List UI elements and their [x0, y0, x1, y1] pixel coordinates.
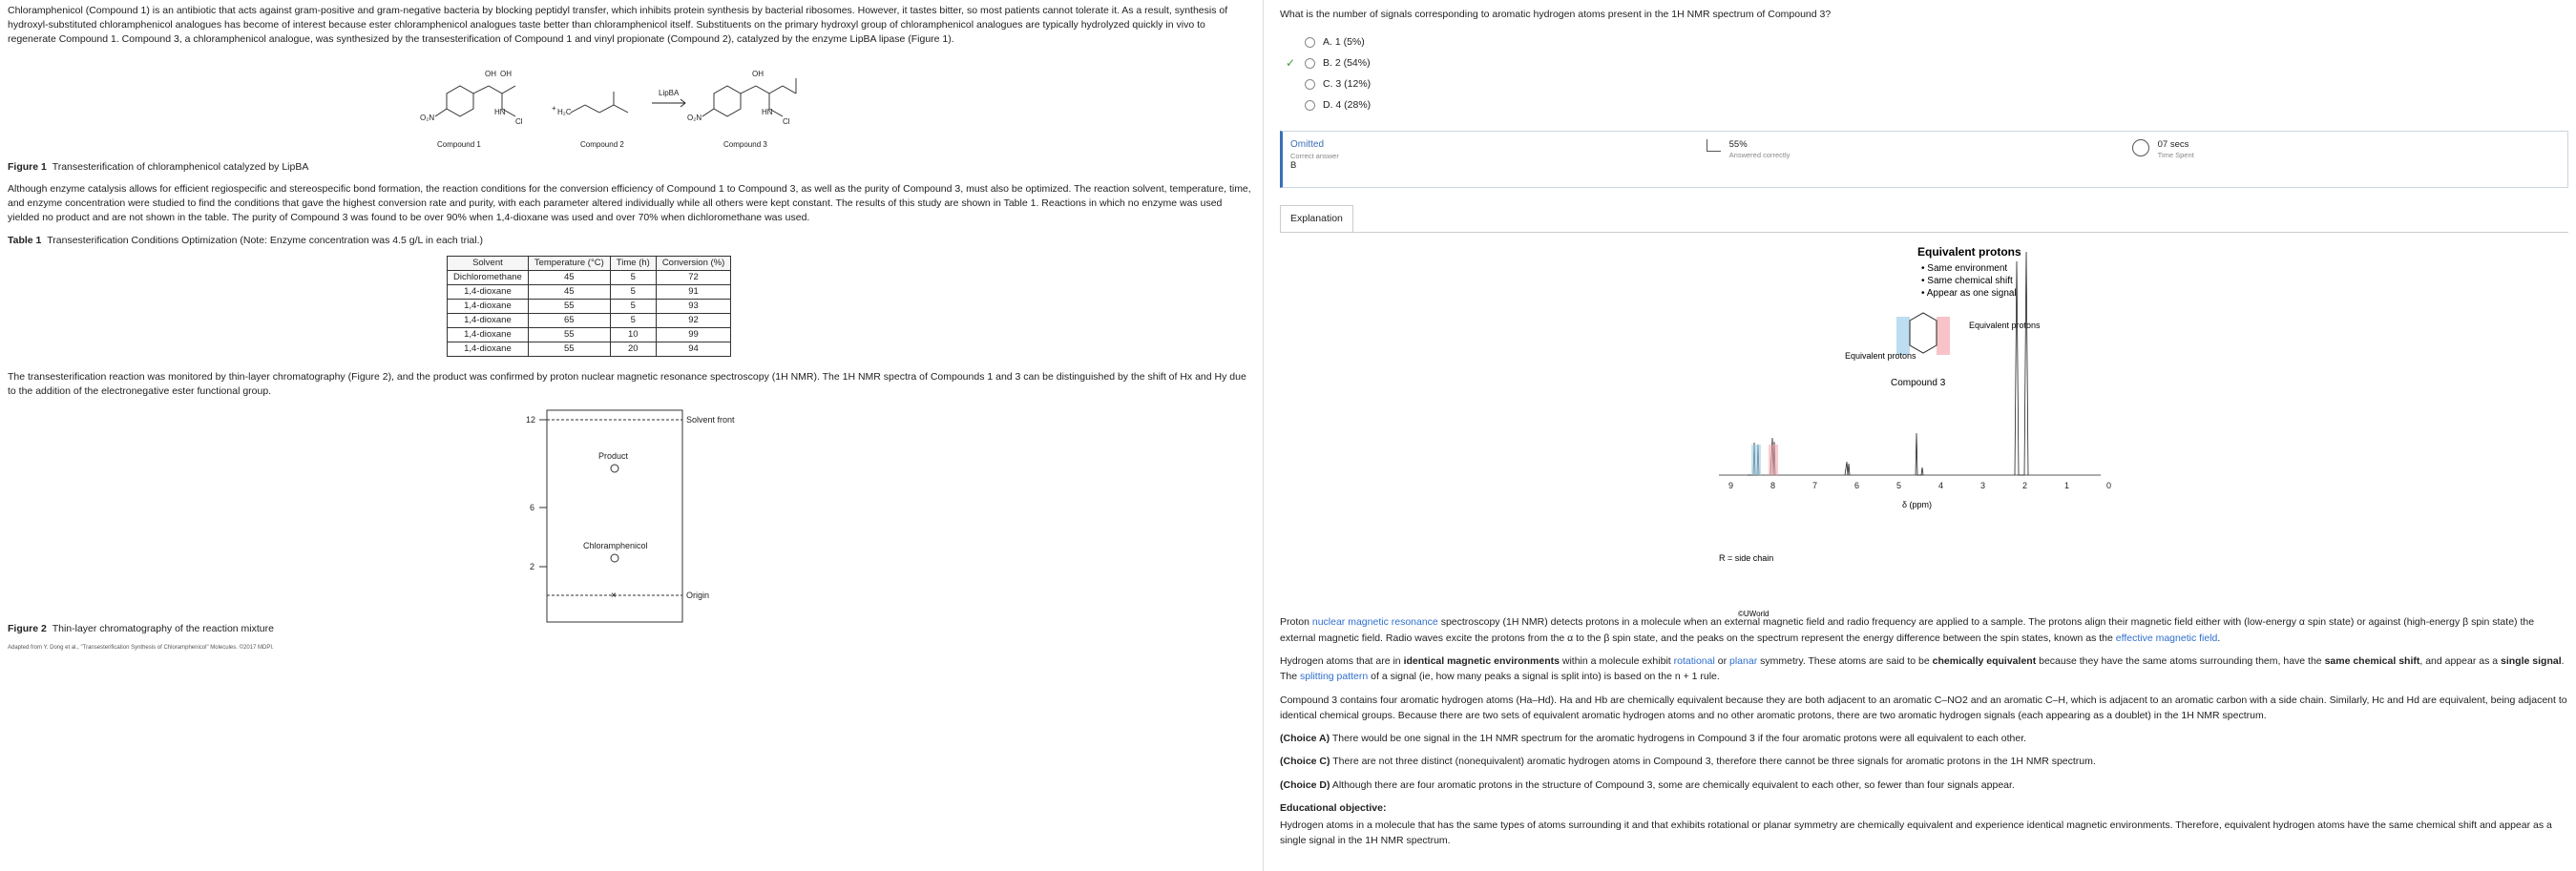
- table-cell: 20: [610, 342, 656, 356]
- xtick-label: 6: [1854, 481, 1860, 491]
- xaxis-label: δ (ppm): [1902, 500, 1933, 510]
- xtick-label: 8: [1770, 481, 1776, 491]
- table-row: [448, 342, 731, 356]
- link-rotational[interactable]: rotational: [1673, 654, 1715, 667]
- table-header: Conversion (%): [656, 256, 730, 270]
- passage-intro: Chloramphenicol (Compound 1) is an antibiotic that acts against gram-positive and gram-negative bacteria by blocking peptidyl transfer, which inhibits protein synthesis by bacterial ribosomes. However, it tastes bitter, so most patients cannot tolerate it. As a result, synthesis of hydroxyl-substituted chloramphenicol analogues has become of interest because ester chloramphenicol analogues taste better than chloramphenicol itself. Substituents on the primary hydroxyl group of chloramphenicol analogues are typically hydrolyzed quickly in vivo to regenerate Compound 1. Compound 3, a chloramphenicol analogue, was synthesized by the transesterification of Compound 1 and vinyl propionate (Compound 2), catalyzed by the enzyme LipBA lipase (Figure 1).: [8, 5, 1228, 46]
- explanation-p1: Proton nuclear magnetic resonance spectroscopy (1H NMR) detects protons in a molecule when an external magnetic field and radio frequency are applied to a sample. The protons align their magnetic field either with (low-energy α spin state) or against (high-energy β spin state) the external magnetic field. Radio waves excite the protons from the α to the β spin state, and the peaks on the spectrum represent the energy difference between the spin states, known as the effective magnetic field.: [1280, 616, 2535, 644]
- question-stem: What is the number of signals corresponding to aromatic hydrogen atoms present in the 1H NMR spectrum of Compound 3?: [1280, 9, 1832, 20]
- eq-label-right: Equivalent protons: [1969, 321, 2041, 331]
- tlc-tick-2: 2: [530, 562, 535, 572]
- table-cell: 5: [610, 270, 656, 284]
- xtick-label: 9: [1728, 481, 1734, 491]
- xtick-label: 2: [2022, 481, 2028, 491]
- explanation-choice-c: (Choice C) There are not three distinct (nonequivalent) aromatic hydrogen atoms in Compound 3, therefore there cannot be three signals for aromatic protons in the 1H NMR spectrum.: [1280, 756, 2096, 768]
- radio-button[interactable]: [1305, 58, 1315, 69]
- table-row: [448, 284, 731, 299]
- table-cell: 5: [610, 284, 656, 299]
- bullet-3: • Appear as one signal: [1921, 288, 2017, 300]
- tlc-product-spot: [611, 465, 618, 472]
- table-cell: 10: [610, 327, 656, 342]
- answer-choice[interactable]: [1305, 73, 2568, 94]
- tab-explanation[interactable]: Explanation: [1280, 205, 1353, 232]
- answer-choice[interactable]: [1305, 94, 2568, 115]
- diagram-title: Equivalent protons: [1917, 245, 2021, 259]
- table-cell: 93: [656, 299, 730, 313]
- figure2-citation: Adapted from Y. Dong et al., "Transesterification Synthesis of Chloramphenicol" Molecules. ©2017 MDPI.: [8, 645, 274, 652]
- link-effective-field[interactable]: effective magnetic field: [2115, 632, 2218, 644]
- xtick-label: 1: [2064, 481, 2070, 491]
- link-planar[interactable]: planar: [1729, 654, 1758, 667]
- table-cell: 91: [656, 284, 730, 299]
- table-row: [448, 299, 731, 313]
- table-cell: 65: [528, 313, 610, 327]
- table-cell: 1,4-dioxane: [448, 284, 529, 299]
- svg-text:+: +: [552, 103, 556, 113]
- table-row: [448, 327, 731, 342]
- compound2-label: Compound 2: [580, 139, 624, 149]
- check-icon: ✓: [1286, 55, 1296, 70]
- svg-text:Cl: Cl: [515, 116, 523, 126]
- explanation-body: [1280, 614, 2568, 848]
- figure1-caption: Figure 1 Transesterification of chloramphenicol catalyzed by LipBA: [8, 160, 309, 173]
- nmr-diagram: [1719, 242, 2253, 624]
- table-cell: 1,4-dioxane: [448, 342, 529, 356]
- question-panel: [1274, 0, 2576, 871]
- xtick-label: 5: [1896, 481, 1902, 491]
- copyright-label: ©UWorld: [1738, 610, 1770, 619]
- link-splitting[interactable]: splitting pattern: [1300, 671, 1369, 683]
- table-cell: 92: [656, 313, 730, 327]
- clock-icon: [2132, 139, 2149, 156]
- stat-omitted: Omitted Correct answer B: [1290, 139, 1339, 172]
- svg-text:OH: OH: [500, 69, 512, 78]
- diagram-compound-label: Compound 3: [1891, 378, 1946, 389]
- tlc-chloramphenicol-spot: [611, 554, 618, 562]
- objective-label: Educational objective:: [1280, 801, 1387, 814]
- stats-bar: [1280, 131, 2568, 188]
- table-cell: 1,4-dioxane: [448, 313, 529, 327]
- table-cell: 55: [528, 327, 610, 342]
- table-cell: 5: [610, 313, 656, 327]
- svg-text:OH: OH: [485, 69, 496, 78]
- explanation-p3: Compound 3 contains four aromatic hydrogen atoms (Ha–Hd). Ha and Hb are chemically equivalent because they are both adjacent to an aromatic C–NO2 and an aromatic C–H, which is adjacent to an aromatic carbon with a side chain. Similarly, Hc and Hd are equivalent, being adjacent to identical chemical groups. Because there are two sets of equivalent aromatic hydrogen atoms and no other aromatic protons, there are two aromatic hydrogen signals (each appearing as a doublet) in the 1H NMR spectrum.: [1280, 694, 2567, 721]
- tlc-chloramphenicol-label: Chloramphenicol: [583, 541, 648, 551]
- table-header: Time (h): [610, 256, 656, 270]
- r-side-chain-label: R = side chain: [1719, 553, 1774, 564]
- figure1-reaction-scheme: [408, 55, 943, 151]
- svg-text:O₂N: O₂N: [420, 113, 435, 122]
- tlc-product-label: Product: [598, 451, 629, 462]
- link-nmr[interactable]: nuclear magnetic resonance: [1311, 616, 1438, 629]
- stat-time: 07 secs Time Spent: [2132, 139, 2194, 161]
- explanation-p2: Hydrogen atoms that are in identical magnetic environments within a molecule exhibit rotational or planar symmetry. These atoms are said to be chemically equivalent because they have the same atoms surrounding them, have the same chemical shift, and appear as a single signal. The splitting pattern of a signal (ie, how many peaks a signal is split into) is based on the n + 1 rule.: [1280, 654, 2565, 683]
- answer-choice[interactable]: [1305, 31, 2568, 52]
- figure2-caption: Figure 2 Thin-layer chromatography of the reaction mixture: [8, 623, 274, 635]
- table-row: [448, 313, 731, 327]
- table-cell: 1,4-dioxane: [448, 299, 529, 313]
- stat-percent: 55% Answered correctly: [1707, 139, 1790, 161]
- table-cell: 45: [528, 270, 610, 284]
- passage-panel: [0, 0, 1260, 871]
- table1-caption: Table 1 Transesterification Conditions Optimization (Note: Enzyme concentration was 4.5 g/L in each trial.): [8, 234, 484, 246]
- answer-choice[interactable]: [1286, 52, 2568, 73]
- table-cell: 94: [656, 342, 730, 356]
- passage-paragraph-2: Although enzyme catalysis allows for efficient regiospecific and stereospecific bond formation, the reaction conditions for the conversion efficiency of Compound 1 to Compound 3, as well as the purity of Compound 3, must also be optimized. The reaction solvent, temperature, time, and enzyme concentration were studied to find the conditions that gave the highest conversion rate and purity, with each parameter altered individually while all others were kept constant. The results of this study are shown in Table 1. Reactions in which no enzyme was used yielded no product and are not shown in the table. The purity of Compound 3 was found to be over 90% when 1,4-dioxane was used and over 70% when dichloromethane was used.: [8, 182, 1251, 224]
- table-cell: 1,4-dioxane: [448, 327, 529, 342]
- xtick-label: 3: [1980, 481, 1986, 491]
- tlc-tick-6: 6: [530, 503, 535, 513]
- bullet-2: • Same chemical shift: [1921, 276, 2013, 287]
- choice-label: A. 1 (5%): [1323, 35, 1365, 48]
- radio-button[interactable]: [1305, 37, 1315, 48]
- bullet-1: • Same environment: [1921, 263, 2008, 275]
- choice-label: D. 4 (28%): [1323, 98, 1372, 111]
- table-cell: Dichloromethane: [448, 270, 529, 284]
- objective-text: Hydrogen atoms in a molecule that has the same types of atoms surrounding it and that exhibits rotational or planar symmetry are chemically equivalent and experience identical magnetic environments. Therefore, equivalent hydrogen atoms have the same chemical shift and appear as a single signal in the 1H NMR spectrum.: [1280, 819, 2552, 847]
- choice-label: C. 3 (12%): [1323, 77, 1372, 90]
- xtick-label: 7: [1812, 481, 1818, 491]
- table-cell: 55: [528, 299, 610, 313]
- svg-text:×: ×: [611, 591, 617, 602]
- eq-label-left: Equivalent protons: [1845, 351, 1916, 362]
- table-cell: 45: [528, 284, 610, 299]
- radio-button[interactable]: [1305, 79, 1315, 90]
- bar-chart-icon: [1707, 139, 1721, 152]
- table-header: Temperature (°C): [528, 256, 610, 270]
- explanation-choice-a: (Choice A) There would be one signal in the 1H NMR spectrum for the aromatic hydrogens in Compound 3 if the four aromatic protons were all equivalent to each other.: [1280, 733, 2027, 745]
- svg-text:OH: OH: [752, 69, 764, 78]
- xtick-label: 0: [2106, 481, 2112, 491]
- tlc-origin-label: Origin: [686, 591, 710, 601]
- table-cell: 5: [610, 299, 656, 313]
- table-row: [448, 270, 731, 284]
- tlc-solvent-front-label: Solvent front: [686, 415, 735, 425]
- figure2-tlc-plate: [518, 406, 824, 626]
- table-header: Solvent: [448, 256, 529, 270]
- answer-choices: [1280, 31, 2568, 115]
- svg-text:Cl: Cl: [783, 116, 790, 126]
- enzyme-label: LipBA: [659, 88, 680, 97]
- xtick-label: 4: [1938, 481, 1944, 491]
- panel-divider: [1263, 0, 1264, 871]
- table-cell: 72: [656, 270, 730, 284]
- explanation-choice-d: (Choice D) Although there are four aromatic protons in the structure of Compound 3, some are chemically equivalent to each other, so fewer than four signals appear.: [1280, 778, 2015, 791]
- svg-text:H₂C: H₂C: [557, 107, 572, 116]
- compound3-label: Compound 3: [723, 139, 767, 149]
- conditions-table: [447, 256, 731, 357]
- choice-label: B. 2 (54%): [1323, 56, 1371, 69]
- svg-text:HN: HN: [494, 107, 506, 116]
- tlc-tick-12: 12: [526, 415, 536, 425]
- compound1-label: Compound 1: [437, 139, 481, 149]
- passage-paragraph-3: The transesterification reaction was monitored by thin-layer chromatography (Figure 2), and the product was confirmed by proton nuclear magnetic resonance spectroscopy (1H NMR). The 1H NMR spectra of Compounds 1 and 3 can be distinguished by the shift of Hx and Hy due to the addition of the electronegative ester functional group.: [8, 370, 1246, 397]
- svg-text:O₂N: O₂N: [687, 113, 702, 122]
- svg-text:HN: HN: [762, 107, 773, 116]
- radio-button[interactable]: [1305, 100, 1315, 111]
- table-cell: 55: [528, 342, 610, 356]
- table-cell: 99: [656, 327, 730, 342]
